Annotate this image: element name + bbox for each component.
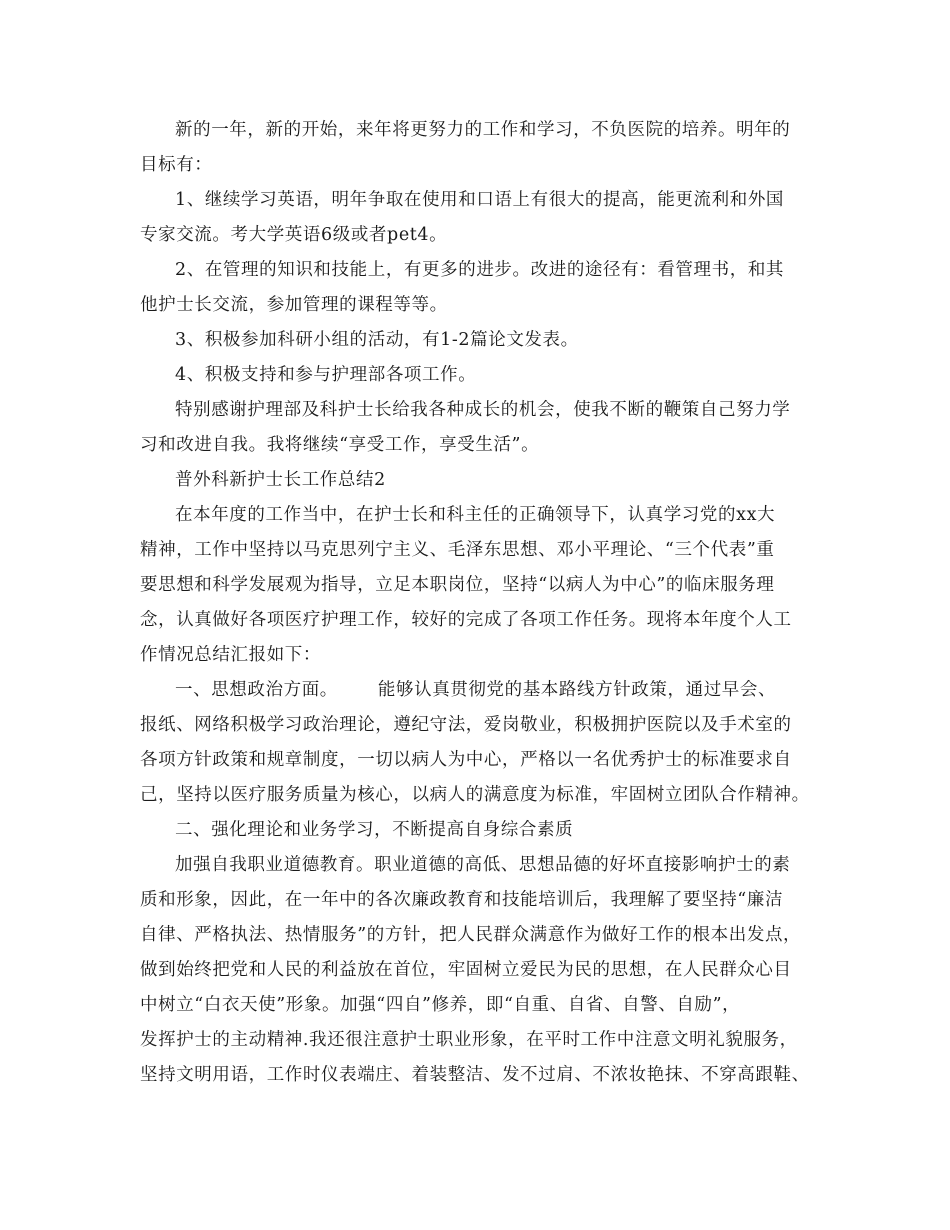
list-item-line: 他护士长交流，参加管理的课程等等。 xyxy=(140,295,448,315)
paragraph-line: 己，坚持以医疗服务质量为核心，以病人的满意度为标准，牢固树立团队合作精神。 xyxy=(140,785,810,805)
paragraph-line: 做到始终把党和人民的利益放在首位，牢固树立爱民为民的思想，在人民群众心目 xyxy=(140,960,792,980)
paragraph-line: 特别感谢护理部及科护士长给我各种成长的机会，使我不断的鞭策自己努力学 xyxy=(175,400,791,420)
section-title: 普外科新护士长工作总结2 xyxy=(175,470,386,490)
list-item-line: 专家交流。考大学英语6级或者pet4。 xyxy=(140,225,448,245)
paragraph-line: 在本年度的工作当中，在护士长和科主任的正确领导下，认真学习党的xx大 xyxy=(175,505,776,525)
list-item-line: 3、积极参加科研小组的活动，有1-2篇论文发表。 xyxy=(175,330,579,350)
list-item-line: 4、积极支持和参与护理部各项工作。 xyxy=(175,365,477,385)
paragraph-line: 要思想和科学发展观为指导，立足本职岗位，坚持“以病人为中心”的临床服务理 xyxy=(140,575,775,595)
paragraph-line xyxy=(175,678,776,702)
paragraph-text: 能够认真贯彻党的基本路线方针政策，通过早会、 xyxy=(377,680,777,700)
paragraph-line: 各项方针政策和规章制度，一切以病人为中心，严格以一名优秀护士的标准要求自 xyxy=(140,750,792,770)
list-item-line: 2、在管理的知识和技能上，有更多的进步。改进的途径有：看管理书，和其 xyxy=(175,260,785,280)
list-item-line: 1、继续学习英语，明年争取在使用和口语上有很大的提高，能更流利和外国 xyxy=(175,190,785,210)
paragraph-line: 念，认真做好各项医疗护理工作，较好的完成了各项工作任务。现将本年度个人工 xyxy=(140,610,792,630)
paragraph-line: 作情况总结汇报如下： xyxy=(140,645,321,665)
paragraph-line: 目标有： xyxy=(140,155,213,175)
paragraph-line: 自律、严格执法、热情服务”的方针，把人民群众满意作为做好工作的根本出发点， xyxy=(140,925,802,945)
paragraph-line: 报纸、网络积极学习政治理论，遵纪守法，爱岗敬业，积极拥护医院以及手术室的 xyxy=(140,715,792,735)
paragraph-line: 中树立“白衣天使”形象。加强“四自”修养，即“自重、自省、自警、自励”， xyxy=(140,995,741,1015)
paragraph-line: 质和形象，因此，在一年中的各次廉政教育和技能培训后，我理解了要坚持“廉洁 xyxy=(140,890,784,910)
paragraph-line: 精神，工作中坚持以马克思列宁主义、毛泽东思想、邓小平理论、“三个代表”重 xyxy=(140,540,775,560)
subsection-heading: 一、思想政治方面。 xyxy=(175,680,338,700)
subsection-heading: 二、强化理论和业务学习，不断提高自身综合素质 xyxy=(175,820,574,840)
paragraph-line: 发挥护士的主动精神.我还很注意护士职业形象，在平时工作中注意文明礼貌服务， xyxy=(140,1030,798,1050)
paragraph-line: 新的一年，新的开始，来年将更努力的工作和学习，不负医院的培养。明年的 xyxy=(175,120,791,140)
paragraph-line: 加强自我职业道德教育。职业道德的高低、思想品德的好坏直接影响护士的素 xyxy=(175,855,791,875)
paragraph-line: 坚持文明用语，工作时仪表端庄、着装整洁、发不过肩、不浓妆艳抹、不穿高跟鞋、 xyxy=(140,1065,810,1085)
paragraph-line: 习和改进自我。我将继续“享受工作，享受生活”。 xyxy=(140,435,540,455)
